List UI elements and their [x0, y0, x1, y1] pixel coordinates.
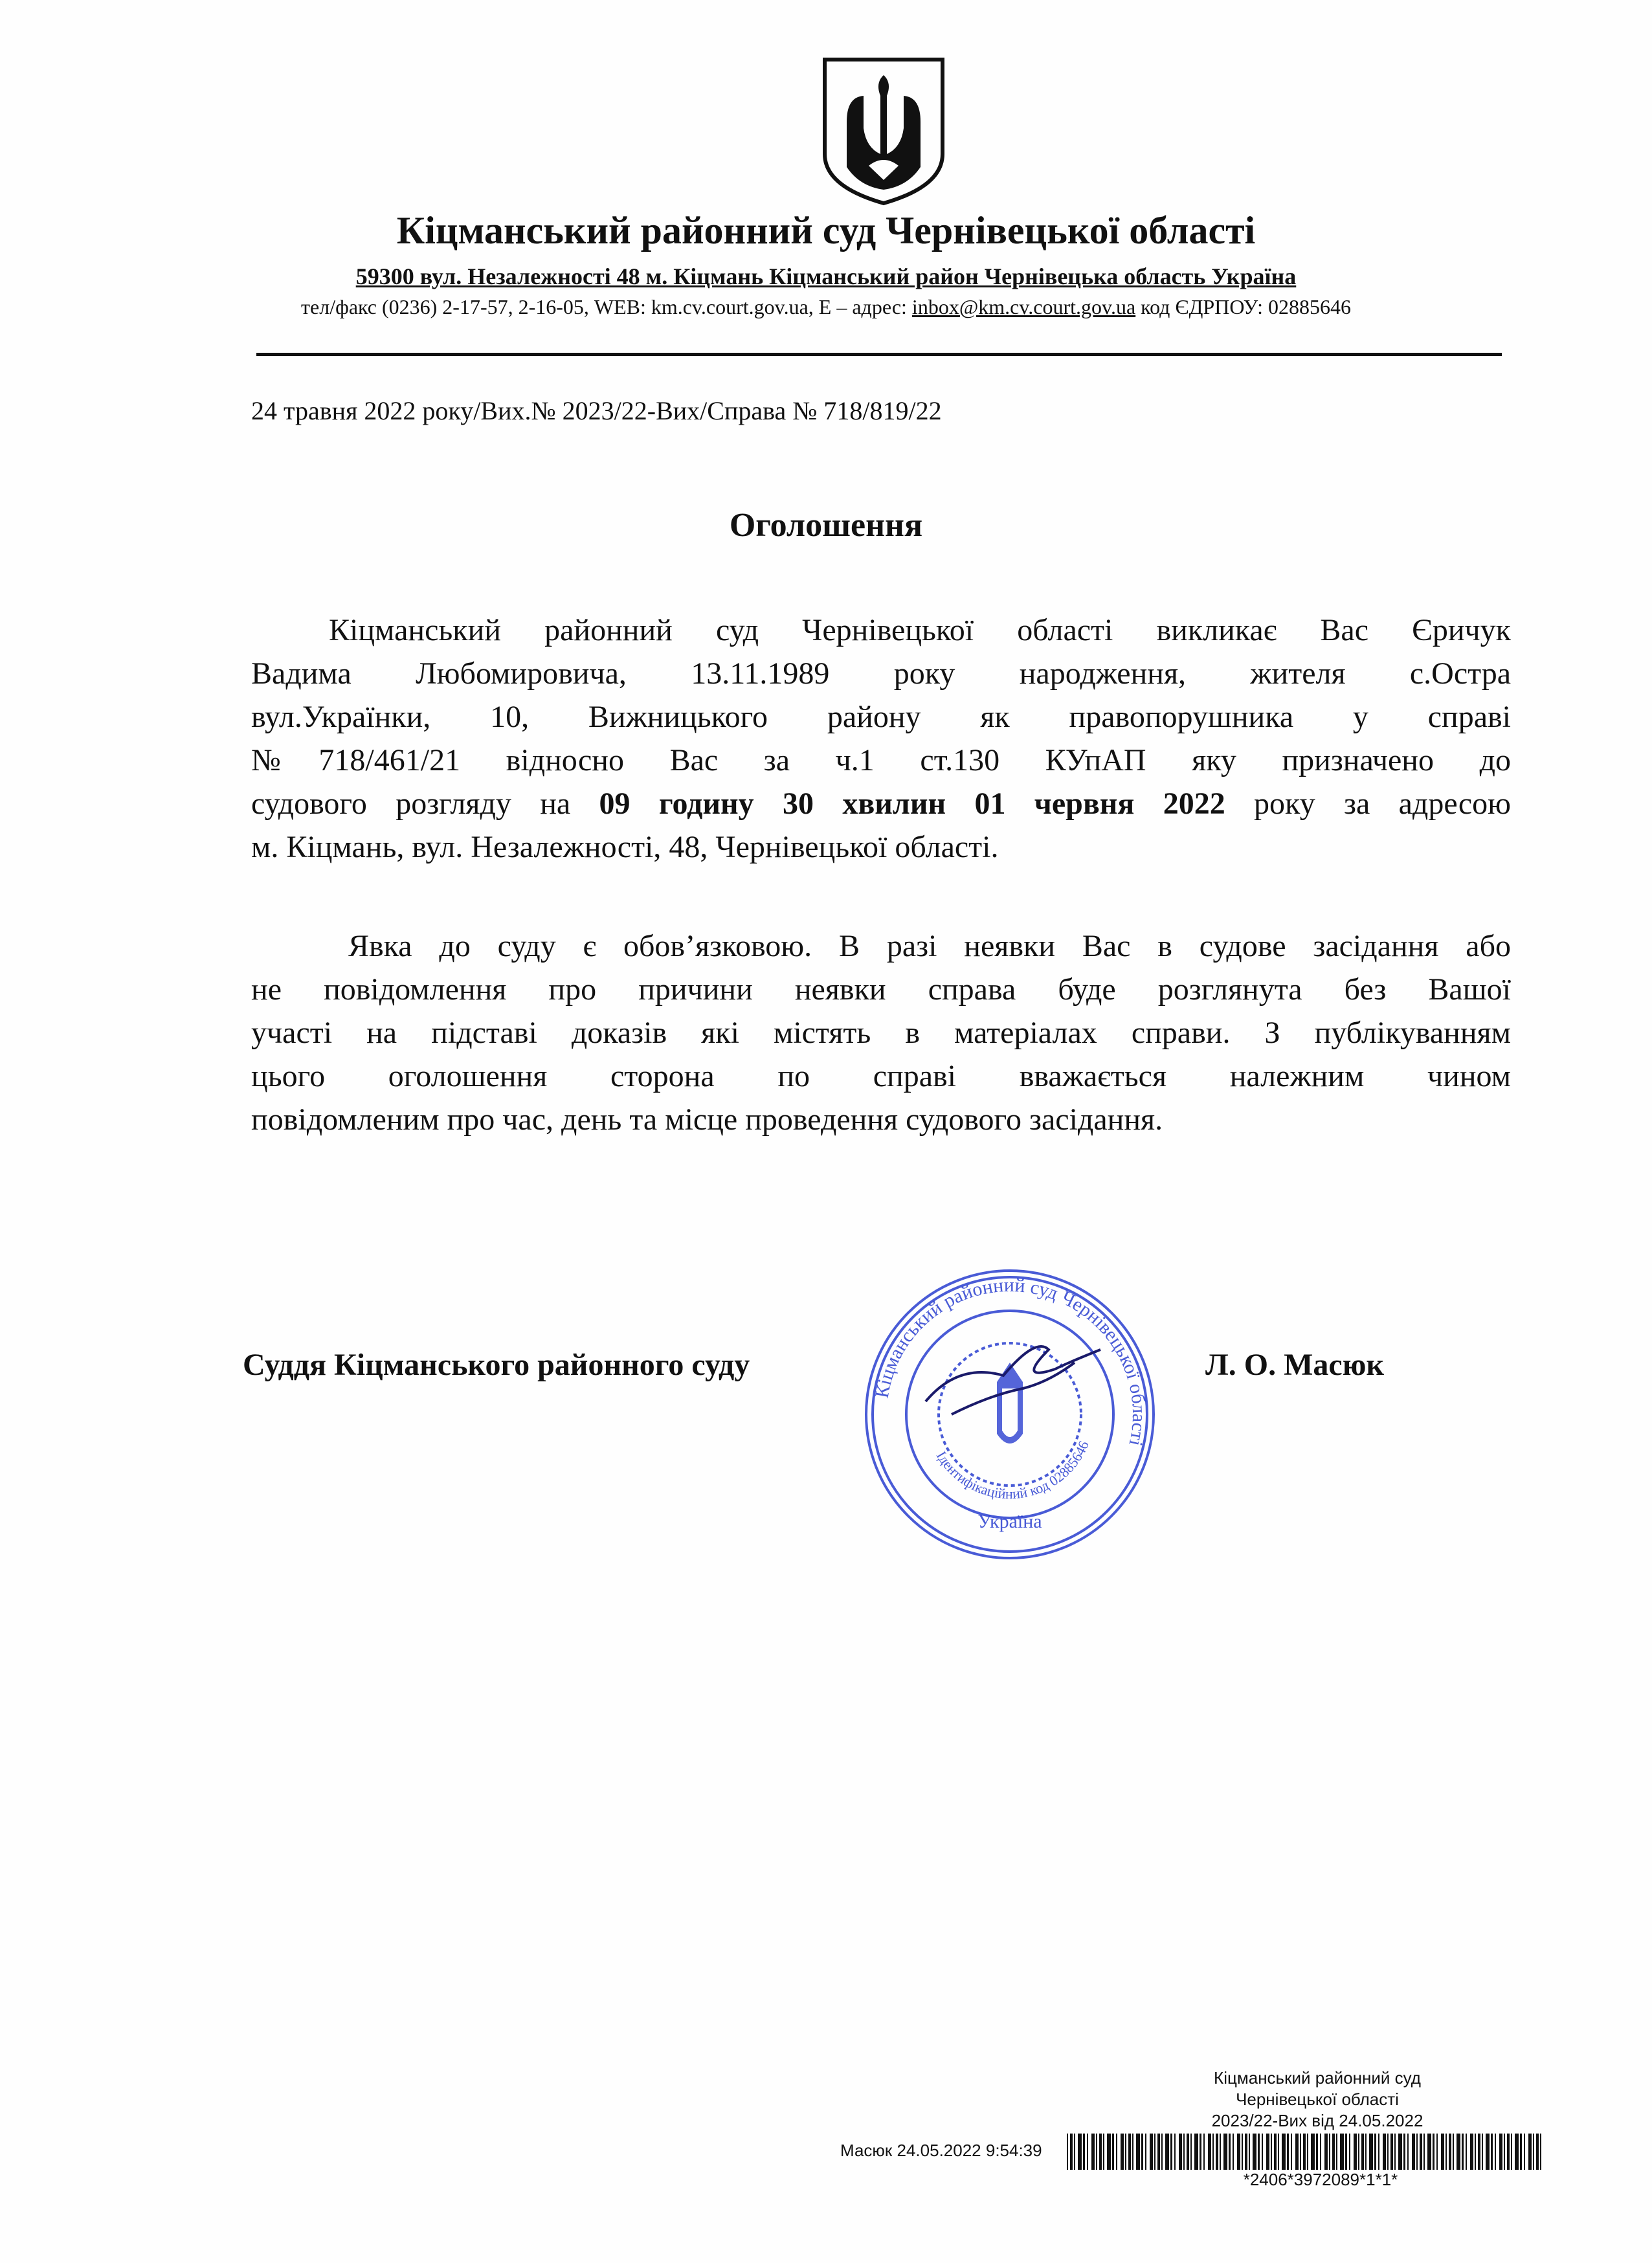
contacts-text: тел/факс (0236) 2-17-57, 2-16-05, WEB: km.cv.court.gov.ua, E – адрес: — [301, 295, 912, 318]
paragraph-line — [251, 782, 1511, 825]
email-link[interactable]: inbox@km.cv.court.gov.ua — [911, 295, 1136, 318]
barcode-bar — [1349, 2134, 1350, 2170]
paragraph-line: повідомленим про час, день та місце проведення судового засідання. — [251, 1102, 1163, 1137]
paragraph-line: Вадима Любомировича, 13.11.1989 року народження, жителя с.Остра — [251, 656, 1511, 691]
barcode-bar — [1412, 2134, 1415, 2170]
barcode-bar — [1136, 2134, 1140, 2170]
barcode-bar — [1091, 2134, 1095, 2170]
barcode-bar — [1150, 2134, 1153, 2170]
barcode-bar — [1165, 2134, 1169, 2170]
barcode-bar — [1278, 2134, 1279, 2170]
paragraph-line: цього оголошення сторона по справі вважається належним чином — [251, 1059, 1511, 1093]
barcode-code: *2406*3972089*1*1* — [1243, 2170, 1398, 2189]
barcode-bar — [1533, 2134, 1534, 2170]
barcode-bar — [1200, 2134, 1201, 2170]
barcode-bar — [1194, 2134, 1198, 2170]
barcode-bar — [1291, 2134, 1292, 2170]
barcode-bar — [1125, 2134, 1126, 2170]
coat-of-arms-icon — [821, 57, 946, 206]
barcode-bar — [1482, 2134, 1483, 2170]
barcode-bar — [1354, 2134, 1357, 2170]
barcode-bar — [1398, 2134, 1402, 2170]
barcode-bar — [1394, 2134, 1396, 2170]
barcode-bar — [1237, 2134, 1240, 2170]
hearing-time: 09 годину 30 хвилин 01 червня 2022 — [599, 786, 1225, 821]
stamp-inner-text: Ідентифікаційний код 02885646 — [933, 1438, 1092, 1502]
barcode-bar — [1083, 2134, 1085, 2170]
barcode-bar — [1282, 2134, 1286, 2170]
barcode-bar — [1358, 2134, 1359, 2170]
barcode-bar — [1179, 2134, 1182, 2170]
barcode-bar — [1466, 2134, 1467, 2170]
barcode-bar — [1316, 2134, 1318, 2170]
barcode-bar — [1099, 2134, 1102, 2170]
barcode-bar — [1416, 2134, 1418, 2170]
barcode-bar — [1067, 2134, 1068, 2170]
edrpou-text: код ЄДРПОУ: 02885646 — [1135, 295, 1351, 318]
barcode-bar — [1528, 2134, 1532, 2170]
barcode-bar — [1511, 2134, 1512, 2170]
barcode-bar — [1183, 2134, 1185, 2170]
barcode-bar — [1515, 2134, 1519, 2170]
barcode-bar — [1486, 2134, 1490, 2170]
barcode-bar — [1154, 2134, 1155, 2170]
barcode-bar — [1407, 2134, 1409, 2170]
barcode-bar — [1295, 2134, 1299, 2170]
barcode-bar — [1374, 2134, 1376, 2170]
barcode-bar — [1336, 2134, 1337, 2170]
judge-title: Суддя Кіцманського районного суду — [243, 1348, 750, 1382]
paragraph-line: не повідомлення про причини неявки справа буде розглянута без Вашої — [251, 972, 1511, 1007]
svg-text:Ідентифікаційний код 02885646 — [933, 1438, 1092, 1502]
barcode-bar — [1229, 2134, 1231, 2170]
barcode-bar — [1208, 2134, 1211, 2170]
barcode-bar — [1078, 2134, 1082, 2170]
barcode-bar — [1457, 2134, 1460, 2170]
paragraph-line: №718/461/21 відносно Вас за ч.1 ст.130 КУпАП яку призначено до — [251, 743, 1511, 777]
reference-line: 24 травня 2022 року/Вих.№ 2023/22-Вих/Справа № 718/819/22 — [251, 396, 942, 425]
barcode-bar — [1520, 2134, 1522, 2170]
barcode-bar — [1262, 2134, 1263, 2170]
barcode-bar — [1453, 2134, 1454, 2170]
barcode-bar — [1332, 2134, 1335, 2170]
barcode-bar — [1128, 2134, 1131, 2170]
barcode-bar — [1096, 2134, 1097, 2170]
barcode-bar — [1307, 2134, 1308, 2170]
barcode-bar — [1441, 2134, 1444, 2170]
barcode-bar — [1249, 2134, 1250, 2170]
barcode-bar — [1170, 2134, 1172, 2170]
barcode-bar — [1365, 2134, 1367, 2170]
barcode-bar — [1087, 2134, 1088, 2170]
barcode-bar — [1233, 2134, 1234, 2170]
barcode-bar — [1070, 2134, 1073, 2170]
barcode-bar — [1383, 2134, 1386, 2170]
barcode-bar — [1340, 2134, 1344, 2170]
barcode-bar — [1112, 2134, 1114, 2170]
barcode-bar — [1253, 2134, 1256, 2170]
barcode-bar — [1223, 2134, 1227, 2170]
stamp-outer-text: Кіцманський районний суд Чернівецької області — [871, 1274, 1150, 1449]
barcode-bar — [1212, 2134, 1214, 2170]
barcode-bar — [1524, 2134, 1525, 2170]
barcode-bar — [1121, 2134, 1124, 2170]
barcode-bar — [1203, 2134, 1205, 2170]
paragraph-line: Явка до суду є обов’язковою. В разі неявки Вас в судове засідання або — [348, 929, 1511, 963]
footer-court-region: Чернівецької області — [1236, 2090, 1399, 2109]
barcode-bar — [1157, 2134, 1160, 2170]
barcode-bar — [1287, 2134, 1289, 2170]
barcode-bar — [1540, 2134, 1541, 2170]
barcode-bar — [1258, 2134, 1260, 2170]
stamp-bottom-text: Україна — [977, 1511, 1042, 1532]
barcode-bar — [1446, 2134, 1447, 2170]
barcode-bar — [1324, 2134, 1328, 2170]
paragraph-appearance — [251, 924, 1511, 1141]
barcode-bar — [1387, 2134, 1389, 2170]
barcode-bar — [1378, 2134, 1379, 2170]
barcode-bar — [1420, 2134, 1422, 2170]
barcode-bar — [1403, 2134, 1405, 2170]
barcode-bar — [1271, 2134, 1272, 2170]
barcode-bar — [1132, 2134, 1133, 2170]
barcode-bar — [1436, 2134, 1438, 2170]
official-stamp-icon — [854, 1265, 1165, 1563]
barcode-icon — [1067, 2134, 1546, 2170]
paragraph-line: участі на підставі доказів які містять в матеріалах справи. З публікуванням — [251, 1016, 1511, 1050]
judge-name: Л. О. Масюк — [1205, 1348, 1385, 1382]
header-divider — [256, 353, 1502, 356]
barcode-bar — [1390, 2134, 1393, 2170]
barcode-bar — [1220, 2134, 1221, 2170]
barcode-bar — [1507, 2134, 1510, 2170]
barcode-bar — [1161, 2134, 1163, 2170]
barcode-bar — [1329, 2134, 1330, 2170]
barcode-bar — [1536, 2134, 1539, 2170]
court-address: 59300 вул. Незалежності 48 м. Кіцмань Кіцманський район Чернівецька область Україна — [355, 263, 1297, 289]
barcode-bar — [1107, 2134, 1111, 2170]
document-title: Оголошення — [729, 507, 923, 544]
paragraph-line: Кіцманський районний суд Чернівецької області викликає Вас Єричук — [329, 613, 1511, 647]
court-contacts — [0, 293, 1652, 321]
barcode-bar — [1433, 2134, 1434, 2170]
barcode-bar — [1266, 2134, 1269, 2170]
barcode-bar — [1369, 2134, 1373, 2170]
paragraph-line: м. Кіцмань, вул. Незалежності, 48, Чернівецької області. — [251, 830, 999, 864]
barcode-bar — [1462, 2134, 1464, 2170]
barcode-bar — [1478, 2134, 1480, 2170]
paragraph-summons — [251, 608, 1511, 869]
svg-text:Кіцманський районний суд Черні — [871, 1275, 1150, 1448]
barcode-bar — [1311, 2134, 1315, 2170]
footer-registration: 2023/22-Вих від 24.05.2022 — [1211, 2111, 1423, 2130]
barcode-bar — [1216, 2134, 1218, 2170]
barcode-bar — [1274, 2134, 1277, 2170]
barcode-bar — [1300, 2134, 1301, 2170]
court-name: Кіцманський районний суд Чернівецької області — [396, 209, 1256, 252]
barcode-bar — [1449, 2134, 1451, 2170]
barcode-bar — [1245, 2134, 1247, 2170]
barcode-bar — [1074, 2134, 1075, 2170]
barcode-bar — [1345, 2134, 1347, 2170]
barcode-bar — [1361, 2134, 1364, 2170]
barcode-bar — [1320, 2134, 1321, 2170]
barcode-bar — [1242, 2134, 1243, 2170]
barcode-bar — [1427, 2134, 1431, 2170]
barcode-bar — [1145, 2134, 1146, 2170]
barcode-bar — [1103, 2134, 1104, 2170]
barcode-bar — [1491, 2134, 1493, 2170]
barcode-bar — [1499, 2134, 1502, 2170]
barcode-bar — [1303, 2134, 1306, 2170]
barcode-bar — [1423, 2134, 1425, 2170]
barcode-bar — [1187, 2134, 1189, 2170]
text: року за адресою — [1225, 786, 1512, 821]
barcode-bar — [1174, 2134, 1176, 2170]
text: судового розгляду на — [251, 786, 599, 821]
barcode-bar — [1116, 2134, 1117, 2170]
paragraph-line: вул.Українки, 10, Вижницького району як правопорушника у справі — [251, 700, 1511, 734]
barcode-bar — [1475, 2134, 1476, 2170]
barcode-bar — [1190, 2134, 1192, 2170]
footer-court-name: Кіцманський районний суд — [1214, 2068, 1421, 2088]
barcode-bar — [1470, 2134, 1473, 2170]
barcode-bar — [1141, 2134, 1143, 2170]
barcode-bar — [1504, 2134, 1505, 2170]
barcode-bar — [1495, 2134, 1496, 2170]
footer-signer: Масюк 24.05.2022 9:54:39 — [840, 2141, 1042, 2160]
